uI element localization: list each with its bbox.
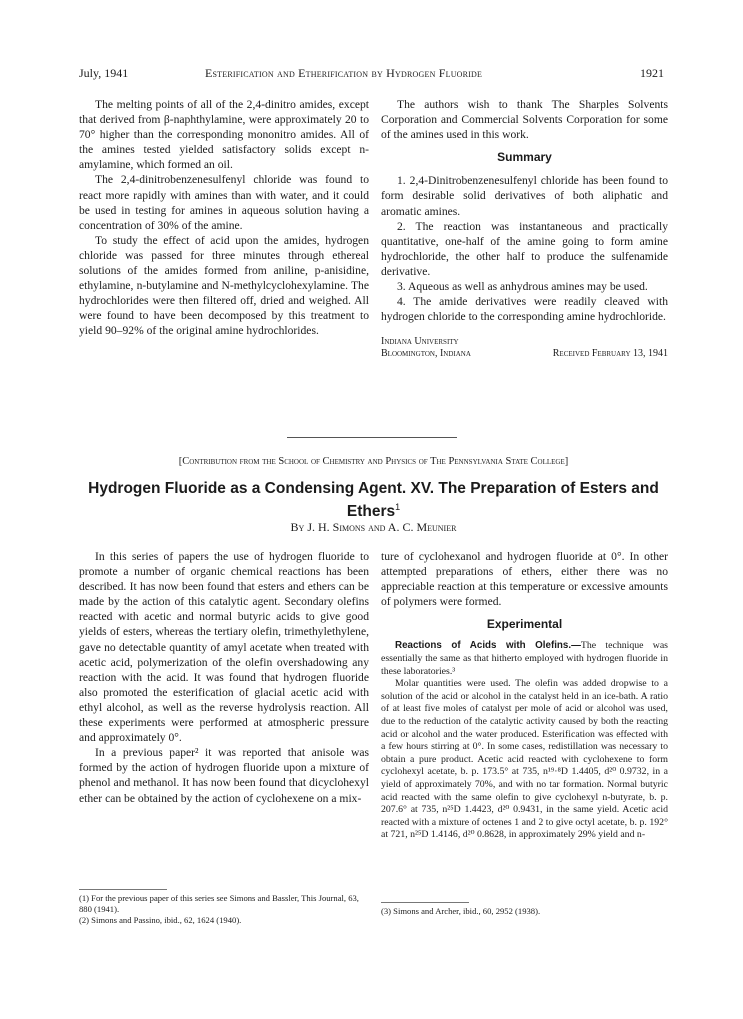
running-title: Esterification and Etherification by Hydrogen Fluoride bbox=[205, 66, 483, 80]
paragraph: In a previous paper² it was reported that anisole was formed by the action of hydrogen fluoride upon a mixture of phenol and methanol. It has now been found that dicyclohexyl ether can be obtained by the action of cyclohexene on a mix- bbox=[79, 746, 369, 805]
paragraph: Molar quantities were used. The olefin was added dropwise to a solution of the acid or alcohol in the catalyst held in an ice-bath. A ratio of at least five moles of catalyst per mole of acid or alcohol was used, due to the reduction of the catalytic activity caused by both the reacting acid or alcohol and the water produced. Esterification was effected with a few hours stirring at 0°. In some cases, redistillation was necessary to obtain a pure product. Acetic acid reacted with cyclohexene to form cyclohexyl acetate, b. p. 173.5° at 735, n¹⁹·⁸D 1.4405, d²⁰ 0.9732, in a yield of approximately 70%, and with no tar formation. Normal butyric acid reacted with the same olefin to give cyclohexyl n-butyrate, b. p. 207.6° at 735, n²⁵D 1.4423, d²⁰ 0.9431, in the same yield. Acetic acid reacted with a mixture of octenes 1 and 2 to give octyl acetate, b. p. 192° at 721, n²⁵D 1.4146, d²⁰ 0.8628, in approximately 29% yield and n- bbox=[381, 678, 668, 841]
affiliation-location: Bloomington, Indiana bbox=[381, 348, 471, 360]
contribution-line: [Contribution from the School of Chemistry and Physics of The Pennsylvania State College] bbox=[178, 456, 569, 467]
left-column-bottom bbox=[79, 549, 369, 806]
paragraph-continuation: ture of cyclohexanol and hydrogen fluoride at 0°. In other attempted preparations of ethers, either there was no appreciable reaction at this temperature or excessive amounts of polymers were formed. bbox=[381, 550, 668, 609]
affiliation-university: Indiana University bbox=[381, 336, 459, 348]
left-column-top bbox=[79, 97, 369, 339]
footnote: (3) Simons and Archer, ibid., 60, 2952 (1938). bbox=[381, 906, 541, 916]
acknowledgment: The authors wish to thank The Sharples Solvents Corporation and Commercial Solvents Corporation for some of the amines used in this work. bbox=[381, 98, 668, 142]
page-number: 1921 bbox=[640, 66, 664, 80]
experimental-text bbox=[381, 640, 668, 842]
footnote: (1) For the previous paper of this series see Simons and Bassler, This Journal, 63, 880 (1941). bbox=[79, 893, 359, 914]
byline: By J. H. Simons and A. C. Meunier bbox=[290, 520, 457, 534]
footnotes-right bbox=[381, 902, 668, 917]
summary-item: 1. 2,4-Dinitrobenzenesulfenyl chloride has been found to form desirable solid derivatives of both aliphatic and aromatic amines. bbox=[381, 174, 668, 218]
header-date: July, 1941 bbox=[79, 66, 129, 80]
summary-item: 3. Aqueous as well as anhydrous amines may be used. bbox=[397, 280, 648, 294]
right-column-bottom bbox=[381, 549, 668, 842]
footnote-rule bbox=[79, 889, 167, 890]
summary-item: 4. The amide derivatives were readily cleaved with hydrogen chloride to the corresponding amine hydrochloride. bbox=[381, 295, 668, 324]
affiliation bbox=[381, 336, 668, 360]
summary-item: 2. The reaction was instantaneous and practically quantitative, one-half of the amine going to form amine hydrochloride, the other half to produce the sulfenamide derivative. bbox=[381, 219, 668, 278]
paragraph: The technique was essentially the same as that hitherto employed with hydrogen fluoride in these laboratories.³ bbox=[381, 640, 668, 677]
section-divider bbox=[287, 437, 457, 438]
received-date: Received February 13, 1941 bbox=[552, 348, 668, 360]
article-title bbox=[79, 479, 668, 521]
footnotes-left bbox=[79, 889, 369, 926]
paragraph: In this series of papers the use of hydrogen fluoride to promote a number of organic chemical reactions has been described. It has now been found that esters and ethers can be made by the action of this catalytic agent. Secondary olefins reacted with acetic and normal butyric acids to give good yields of esters, whereas the tertiary olefin, trimethylethylene, gave no detectable quantity of amyl acetate when treated with acetic acid, polymerization of the olefin overshadowing any reaction with the acid. It was found that hydrogen fluoride also promoted the esterification of glacial acetic acid with ethyl alcohol, as well as the reverse hydrolysis reaction. All these experiments were performed at atmospheric pressure and approximately 0°. bbox=[79, 550, 369, 745]
article-title-text: Hydrogen Fluoride as a Condensing Agent. XV. The Preparation of Esters and Ethers bbox=[88, 480, 659, 521]
summary-heading: Summary bbox=[497, 150, 552, 165]
footnote: (2) Simons and Passino, ibid., 62, 1624 (1940). bbox=[79, 915, 242, 925]
paragraph: The 2,4-dinitrobenzenesulfenyl chloride was found to react more rapidly with amines than with water, and it could be used in testing for amines in aqueous solution having a concentration of 30% of the amine. bbox=[79, 173, 369, 232]
footnote-rule bbox=[381, 902, 469, 903]
runin-heading: Reactions of Acids with Olefins.— bbox=[395, 640, 581, 652]
experimental-heading: Experimental bbox=[486, 617, 563, 632]
paragraph: The melting points of all of the 2,4-dinitro amides, except that derived from β-naphthylamine, were approximately 20 to 70° higher than the corresponding mononitro amides. All of the amines tested yielded satisfactory solids except n-amylamine, which formed an oil. bbox=[79, 98, 369, 172]
right-column-top bbox=[381, 97, 668, 360]
title-footnote-mark: 1 bbox=[395, 502, 401, 512]
paragraph: To study the effect of acid upon the amides, hydrogen chloride was passed for three minutes through ethereal solutions of the amides formed from aniline, p-anisidine, ethylamine, n-butylamine and N-methylcyclohexylamine. The hydrochlorides were then filtered off, dried and weighed. All were found to have been decomposed by this treatment to yield 90–92% of the original amine hydrochlorides. bbox=[79, 233, 369, 338]
